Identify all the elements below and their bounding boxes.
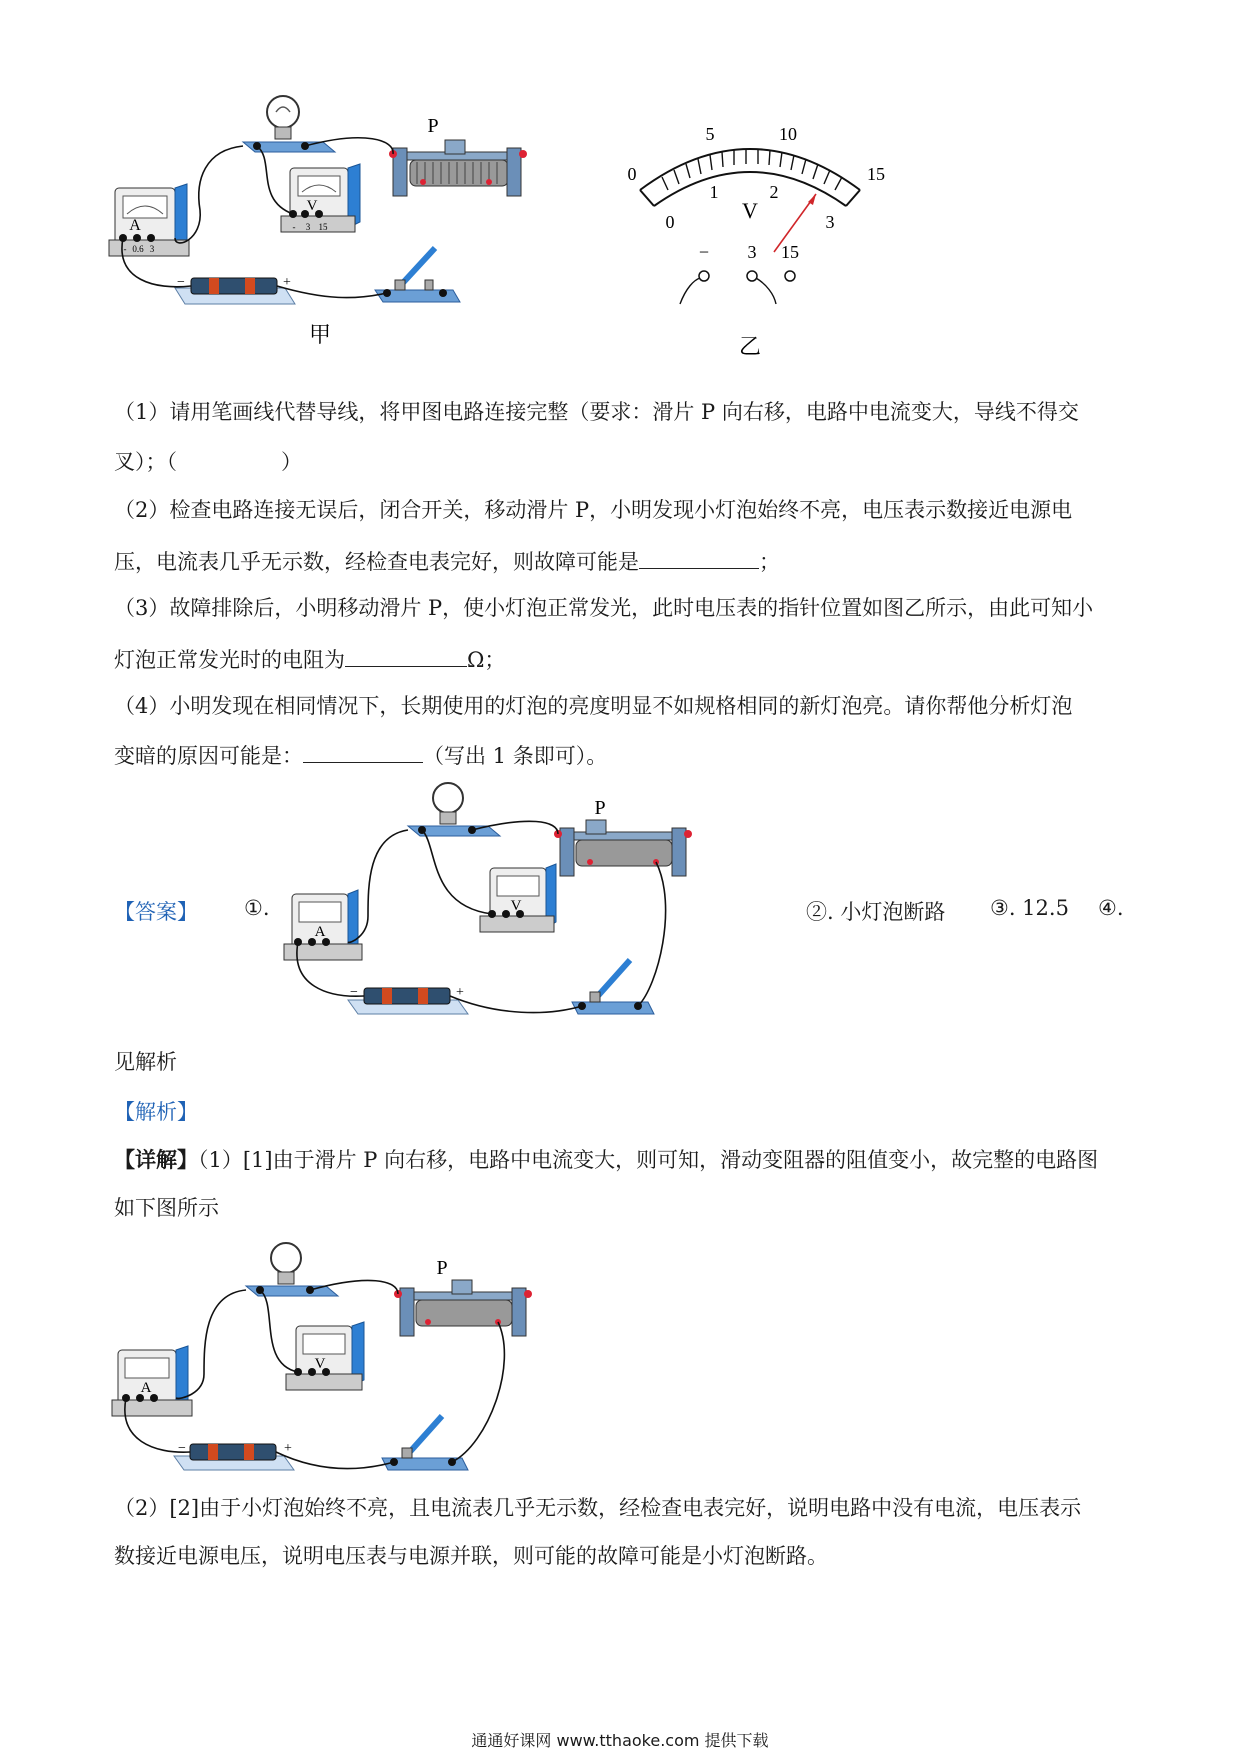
bulb-icon — [246, 1243, 338, 1296]
answer-see-analysis: 见解析 — [114, 1050, 177, 1074]
answer-item-4: ④. — [1098, 896, 1124, 920]
svg-text:3: 3 — [825, 212, 835, 232]
figure-caption-jia: 甲 — [308, 322, 332, 347]
svg-text:15: 15 — [318, 222, 328, 232]
rheostat-icon — [554, 797, 692, 876]
svg-text:2: 2 — [769, 182, 779, 202]
svg-text:3: 3 — [149, 244, 155, 254]
rheostat-icon — [394, 1257, 532, 1336]
circuit-figure-answer — [278, 776, 778, 1038]
analysis-paragraph-2-line-1: （2）[2]由于小灯泡始终不亮，且电流表几乎无示数，经检查电表完好，说明电路中没有电流，电压表示 — [114, 1496, 1082, 1520]
svg-text:+: + — [283, 275, 291, 290]
svg-text:P: P — [594, 797, 606, 819]
svg-text:−: − — [350, 985, 358, 1000]
svg-text:+: + — [456, 985, 464, 1000]
battery-icon — [175, 275, 295, 304]
svg-text:P: P — [436, 1257, 448, 1279]
svg-text:V: V — [314, 1356, 326, 1372]
svg-text:15: 15 — [867, 164, 885, 184]
rheostat-icon — [389, 115, 527, 196]
svg-text:0.6: 0.6 — [132, 244, 144, 254]
svg-text:−: − — [178, 1441, 186, 1456]
svg-text:A: A — [314, 924, 326, 940]
voltmeter-icon — [286, 1322, 364, 1390]
dial-ticks — [662, 149, 842, 190]
slider-label: P — [427, 115, 439, 137]
answer-item-1: ①. — [244, 896, 270, 920]
battery-icon — [348, 985, 468, 1014]
answer-blank-4[interactable] — [303, 740, 423, 763]
svg-text:5: 5 — [705, 124, 715, 144]
svg-text:A: A — [140, 1380, 152, 1396]
svg-text:0: 0 — [627, 164, 637, 184]
question-2-line-1: （2）检查电路连接无误后，闭合开关，移动滑片 P，小明发现小灯泡始终不亮，电压表示数接近电源电 — [114, 498, 1073, 522]
svg-text:10: 10 — [779, 124, 797, 144]
ammeter-icon — [112, 1346, 192, 1416]
voltmeter-icon — [281, 164, 360, 232]
svg-text:-: - — [292, 222, 296, 232]
ammeter-letter: A — [129, 217, 141, 234]
answer-tag: 【答案】 — [114, 900, 198, 924]
svg-text:-: - — [123, 244, 127, 254]
analysis-paragraph-2-line-2: 数接近电源电压，说明电压表与电源并联，则可能的故障可能是小灯泡断路。 — [114, 1544, 828, 1568]
ammeter-icon — [109, 184, 189, 256]
analysis-paragraph-1-line-1: 【详解】（1）[1]由于滑片 P 向右移，电路中电流变大，则可知，滑动变阻器的阻值变小，故完整的电路图 — [114, 1147, 1099, 1172]
svg-text:−: − — [698, 242, 710, 262]
svg-text:3: 3 — [305, 222, 311, 232]
answer-item-2: ②. 小灯泡断路 — [806, 900, 946, 924]
svg-text:0: 0 — [665, 212, 675, 232]
svg-text:V: V — [510, 898, 522, 914]
answer-blank-2[interactable] — [639, 546, 759, 569]
svg-text:−: − — [177, 275, 185, 290]
page-footer: 通通好课网 www.tthaoke.com 提供下载 — [471, 1731, 769, 1750]
question-3-line-2: 灯泡正常发光时的电阻为 Ω； — [114, 644, 1134, 674]
battery-icon — [174, 1441, 294, 1470]
question-4-line-1: （4）小明发现在相同情况下，长期使用的灯泡的亮度明显不如规格相同的新灯泡亮。请你帮他分析灯泡 — [114, 694, 1073, 718]
analysis-tag: 【解析】 — [114, 1100, 198, 1124]
figure-caption-yi: 乙 — [738, 334, 762, 359]
bulb-icon — [243, 96, 335, 152]
question-2-line-2: 压，电流表几乎无示数，经检查电表完好，则故障可能是 ； — [114, 546, 1134, 576]
analysis-paragraph-1-line-2: 如下图所示 — [114, 1196, 219, 1220]
voltmeter-dial-figure-yi — [610, 118, 900, 368]
voltmeter-icon — [480, 864, 556, 932]
switch-icon — [572, 960, 654, 1014]
bulb-icon — [408, 783, 500, 836]
question-4-line-2: 变暗的原因可能是： （写出 1 条即可）。 — [114, 740, 1134, 770]
svg-text:+: + — [284, 1441, 292, 1456]
circuit-figure-analysis — [108, 1234, 608, 1496]
svg-text:15: 15 — [781, 242, 799, 262]
question-3-line-1: （3）故障排除后，小明移动滑片 P，使小灯泡正常发光，此时电压表的指针位置如图乙所示，由此可知小 — [114, 596, 1094, 620]
ammeter-icon — [284, 890, 362, 960]
switch-icon — [375, 248, 460, 302]
answer-item-3: ③. 12.5 — [990, 896, 1069, 920]
switch-icon — [382, 1416, 468, 1470]
question-1-line-1: （1）请用笔画线代替导线，将甲图电路连接完整（要求：滑片 P 向右移，电路中电流变大，导线不得交 — [114, 400, 1079, 424]
dial-letter: V — [742, 198, 758, 223]
voltmeter-letter: V — [306, 198, 318, 214]
circuit-figure-jia — [105, 90, 625, 390]
answer-blank-3[interactable] — [345, 644, 467, 667]
question-1-line-2: 叉）；（ ） — [114, 450, 302, 474]
svg-text:3: 3 — [747, 242, 757, 262]
svg-text:1: 1 — [709, 182, 719, 202]
